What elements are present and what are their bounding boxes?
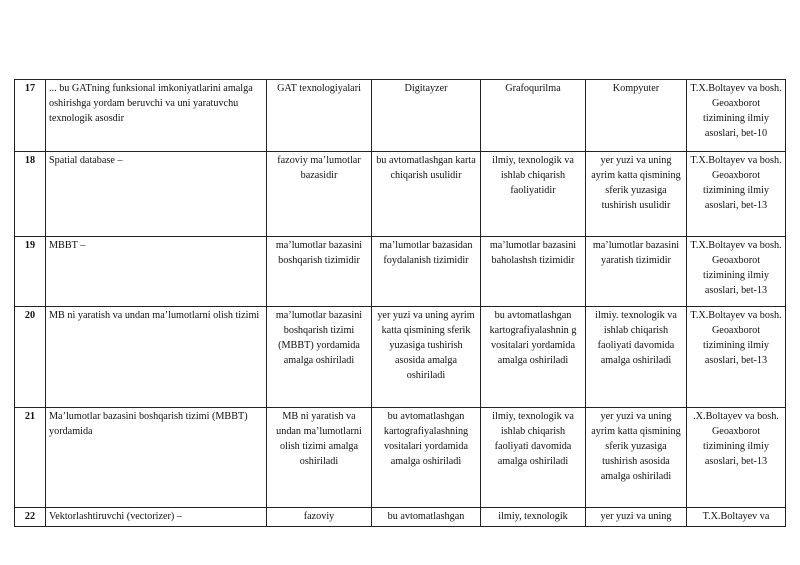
answer-option-a: fazoviy [267,508,372,527]
answer-option-a: ma’lumotlar bazasini boshqarish tizimidir [267,237,372,307]
answer-option-c: ilmiy, texnologik va ishlab chiqarish faoliyatidir [481,152,586,237]
table-row [15,307,786,408]
answer-option-a: MB ni yaratish va undan ma’lumotlarni olish tizimi amalga oshiriladi [267,408,372,508]
answer-option-b: bu avtomatlashgan karta chiqarish usulidir [372,152,481,237]
answer-option-d: yer yuzi va uning [586,508,687,527]
answer-option-a: GAT texnologiyalari [267,80,372,152]
source-reference: T.X.Boltayev va bosh. Geoaxborot tizimining ilmiy asoslari, bet-10 [687,80,786,152]
question-text: MBBT – [46,237,267,307]
table-row [15,152,786,237]
answer-option-b: yer yuzi va uning ayrim katta qismining sferik yuzasiga tushirish asosida amalga oshiriladi [372,307,481,408]
answer-option-c: Grafoqurilma [481,80,586,152]
table-row [15,237,786,307]
test-questions-table [14,79,786,527]
answer-option-d: yer yuzi va uning ayrim katta qismining sferik yuzasiga tushirish asosida amalga oshiriladi [586,408,687,508]
answer-option-d: ma’lumotlar bazasini yaratish tizimidir [586,237,687,307]
answer-option-b: ma’lumotlar bazasidan foydalanish tizimidir [372,237,481,307]
source-reference: T.X.Boltayev va bosh. Geoaxborot tizimining ilmiy asoslari, bet-13 [687,152,786,237]
question-text: Vektorlashtiruvchi (vectorizer) – [46,508,267,527]
answer-option-a: ma’lumotlar bazasini boshqarish tizimi (MBBT) yordamida amalga oshiriladi [267,307,372,408]
answer-option-c: ilmiy, texnologik va ishlab chiqarish faoliyati davomida amalga oshiriladi [481,408,586,508]
table-row [15,508,786,527]
source-reference: T.X.Boltayev va bosh. Geoaxborot tizimining ilmiy asoslari, bet-13 [687,307,786,408]
answer-option-b: bu avtomatlashgan kartografiyalashning vositalari yordamida amalga oshiriladi [372,408,481,508]
question-number: 19 [15,237,46,307]
answer-option-b: bu avtomatlashgan [372,508,481,527]
answer-option-c: bu avtomatlashgan kartografiyalashnin g vositalari yordamida amalga oshiriladi [481,307,586,408]
table-row [15,408,786,508]
answer-option-c: ma’lumotlar bazasini baholashsh tizimidir [481,237,586,307]
question-text: ... bu GATning funksional imkoniyatlarini amalga oshirishga yordam beruvchi va uni yaratuvchu texnologik asosdir [46,80,267,152]
source-reference: T.X.Boltayev va [687,508,786,527]
table-row [15,80,786,152]
answer-option-c: ilmiy, texnologik [481,508,586,527]
source-reference: T.X.Boltayev va bosh. Geoaxborot tizimining ilmiy asoslari, bet-13 [687,237,786,307]
answer-option-d: ilmiy. texnologik va ishlab chiqarish faoliyati davomida amalga oshiriladi [586,307,687,408]
question-text: Ma’lumotlar bazasini boshqarish tizimi (MBBT) yordamida [46,408,267,508]
source-reference: .X.Boltayev va bosh. Geoaxborot tizimining ilmiy asoslari, bet-13 [687,408,786,508]
question-number: 20 [15,307,46,408]
question-number: 17 [15,80,46,152]
table-body [15,80,786,527]
answer-option-d: Kompyuter [586,80,687,152]
question-text: MB ni yaratish va undan ma’lumotlarni olish tizimi [46,307,267,408]
answer-option-d: yer yuzi va uning ayrim katta qismining sferik yuzasiga tushirish usulidir [586,152,687,237]
answer-option-a: fazoviy ma’lumotlar bazasidir [267,152,372,237]
question-number: 18 [15,152,46,237]
answer-option-b: Digitayzer [372,80,481,152]
question-number: 21 [15,408,46,508]
question-number: 22 [15,508,46,527]
question-text: Spatial database – [46,152,267,237]
